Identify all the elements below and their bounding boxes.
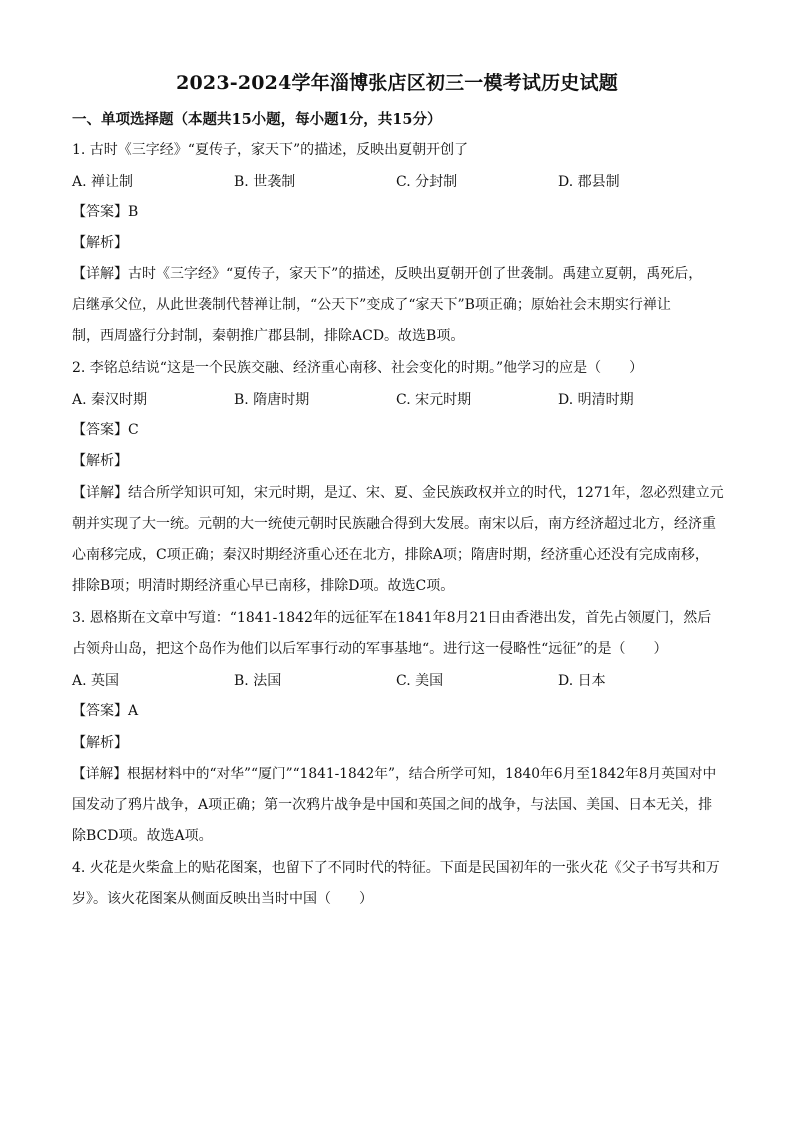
option-d: D. 郡县制 <box>558 174 620 190</box>
question-1-options <box>72 171 727 191</box>
analysis-label: 【解析】 <box>72 735 128 751</box>
question-4-stem: 岁》。该火花图案从侧面反映出当时中国（ ） <box>72 891 373 907</box>
option-c: C. 宋元时期 <box>396 392 472 408</box>
option-b: B. 隋唐时期 <box>234 392 310 408</box>
detail-text: 朝并实现了大一统。元朝的大一统使元朝时民族融合得到大发展。南宋以后，南方经济超过北方，经济重 <box>72 516 716 532</box>
option-d: D. 明清时期 <box>558 392 634 408</box>
option-a: A. 禅让制 <box>72 174 134 190</box>
section-heading: 一、单项选择题（本题共15小题，每小题1分，共15分） <box>72 111 442 128</box>
detail-text: 【详解】古时《三字经》“夏传子，家天下”的描述，反映出夏朝开创了世袭制。禹建立夏朝，禹死后， <box>72 266 703 282</box>
page-title: 2023-2024学年淄博张店区初三一模考试历史试题 <box>176 72 618 94</box>
option-c: C. 分封制 <box>396 174 458 190</box>
answer-label: 【答案】B <box>72 204 139 220</box>
analysis-label: 【解析】 <box>72 453 128 469</box>
detail-text: 排除B项；明清时期经济重心早已南移，排除D项。故选C项。 <box>72 578 455 594</box>
option-b: B. 法国 <box>234 673 282 689</box>
question-2-stem: 2. 李铭总结说“这是一个民族交融、经济重心南移、社会变化的时期。”他学习的应是（ ） <box>72 360 644 376</box>
question-3-stem: 3. 恩格斯在文章中写道：“1841-1842年的远征军在1841年8月21日由香港出发，首先占领厦门，然后 <box>72 610 712 626</box>
question-3-options <box>72 670 727 690</box>
answer-label: 【答案】A <box>72 703 139 719</box>
detail-text: 制，西周盛行分封制，秦朝推广郡县制，排除ACD。故选B项。 <box>72 328 465 344</box>
detail-text: 【详解】结合所学知识可知，宋元时期，是辽、宋、夏、金民族政权并立的时代，1271年，忽必烈建立元 <box>72 485 724 501</box>
detail-text: 除BCD项。故选A项。 <box>72 828 213 844</box>
question-4-stem: 4. 火花是火柴盒上的贴花图案，也留下了不同时代的特征。下面是民国初年的一张火花《父子书写共和万 <box>72 860 720 876</box>
option-c: C. 美国 <box>396 673 444 689</box>
detail-text: 启继承父位，从此世袭制代替禅让制，“公天下”变成了“家天下”B项正确；原始社会末期实行禅让 <box>72 297 671 313</box>
question-1-stem: 1. 古时《三字经》“夏传子，家天下”的描述，反映出夏朝开创了 <box>72 142 469 158</box>
option-a: A. 秦汉时期 <box>72 392 148 408</box>
option-d: D. 日本 <box>558 673 606 689</box>
detail-text: 国发动了鸦片战争，A项正确；第一次鸦片战争是中国和英国之间的战争，与法国、美国、日本无关，排 <box>72 797 713 813</box>
option-a: A. 英国 <box>72 673 120 689</box>
analysis-label: 【解析】 <box>72 235 128 251</box>
detail-text: 心南移完成，C项正确；秦汉时期经济重心还在北方，排除A项；隋唐时期，经济重心还没有完成南移， <box>72 547 709 563</box>
question-2-options <box>72 389 727 409</box>
question-3-stem: 占领舟山岛，把这个岛作为他们以后军事行动的军事基地“。进行这一侵略性“远征”的是（ ） <box>72 641 668 657</box>
option-b: B. 世袭制 <box>234 174 296 190</box>
answer-label: 【答案】C <box>72 422 139 438</box>
detail-text: 【详解】根据材料中的“对华”“厦门”“1841-1842年”，结合所学可知，1840年6月至1842年8月英国对中 <box>72 766 717 782</box>
